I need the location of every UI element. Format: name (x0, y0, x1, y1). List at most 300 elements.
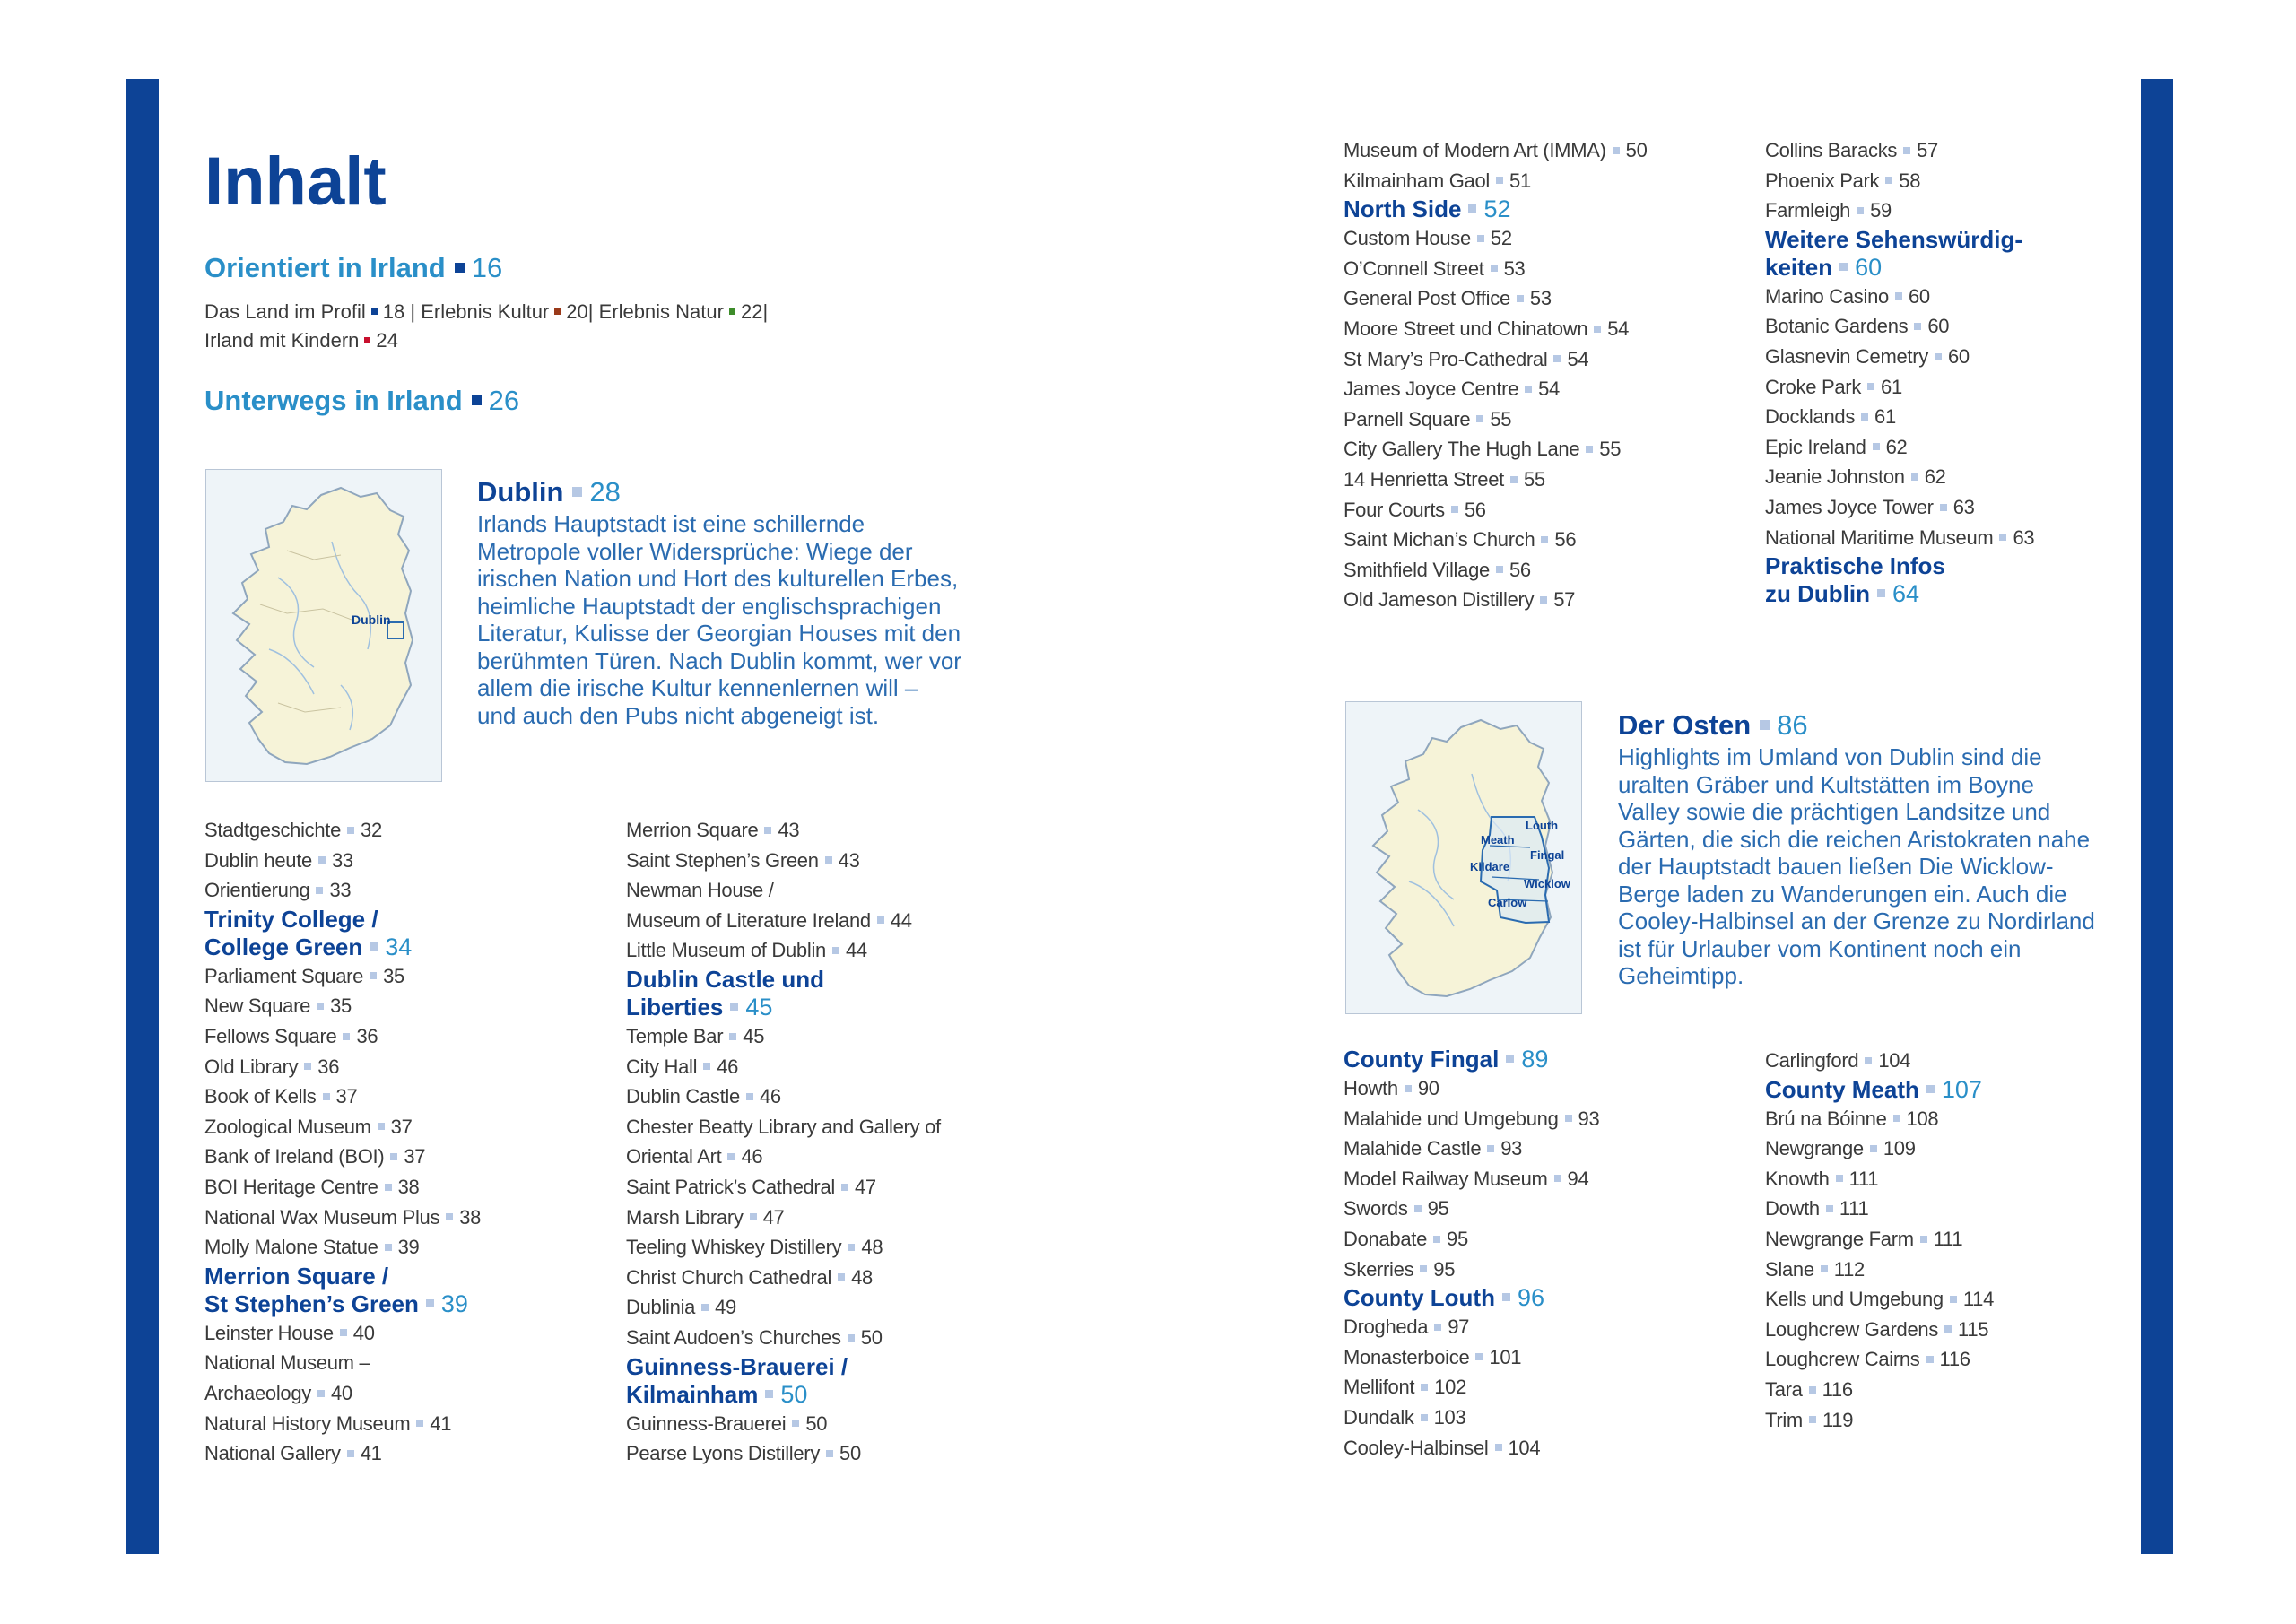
toc-entry-label: Book of Kells (204, 1085, 317, 1108)
toc-entry[interactable] (1765, 1164, 1994, 1194)
toc-entry-page: 90 (1417, 1077, 1439, 1099)
toc-entry-label: Phoenix Park (1765, 169, 1880, 192)
square-marker-icon (1420, 1265, 1427, 1272)
square-marker-icon (1760, 720, 1770, 730)
toc-entry[interactable] (204, 846, 481, 876)
toc-entry-page: 109 (1883, 1137, 1916, 1160)
square-marker-icon (1809, 1416, 1816, 1423)
toc-entry[interactable] (1344, 1133, 1599, 1164)
toc-entry-page: 111 (1839, 1197, 1869, 1220)
toc-entry-page: 104 (1878, 1049, 1911, 1072)
toc-entry[interactable] (1765, 523, 2034, 553)
toc-entry[interactable] (204, 875, 481, 906)
toc-entry-page: 60 (1908, 284, 1930, 308)
toc-entry[interactable] (1344, 254, 1648, 284)
toc-entry[interactable] (626, 1081, 941, 1112)
square-marker-icon (825, 856, 832, 864)
toc-entry[interactable] (1344, 495, 1648, 525)
square-marker-icon (318, 856, 326, 864)
toc-heading-continued[interactable] (626, 994, 941, 1021)
square-marker-icon (848, 1244, 855, 1251)
square-marker-icon (1809, 1386, 1816, 1394)
toc-entry-page: 37 (404, 1145, 426, 1168)
subitem-land-profil[interactable] (204, 300, 415, 323)
toc-entry[interactable] (1344, 404, 1648, 435)
toc-entry[interactable] (626, 846, 941, 876)
toc-entry-page: 51 (1509, 169, 1531, 192)
map-label-carlow: Carlow (1488, 896, 1527, 909)
toc-entry-label: Loughcrew Gardens (1765, 1317, 1939, 1341)
toc-entry[interactable] (626, 875, 941, 906)
osten-heading[interactable] (1618, 708, 2102, 742)
subitem-erlebnis-kultur[interactable] (421, 300, 593, 323)
toc-entry-page: 54 (1607, 317, 1630, 340)
toc-entry[interactable] (1765, 1375, 1994, 1405)
toc-entry-label: Skerries (1344, 1257, 1414, 1281)
square-marker-icon (1821, 1265, 1828, 1272)
toc-entry-label: Loughcrew Cairns (1765, 1348, 1920, 1371)
toc-entry-label: O’Connell Street (1344, 256, 1484, 280)
toc-entry[interactable] (204, 1172, 481, 1203)
toc-entry-label: Old Jameson Distillery (1344, 588, 1535, 612)
toc-heading-continued[interactable] (1765, 254, 2034, 282)
toc-entry[interactable] (1344, 344, 1648, 375)
toc-entry[interactable] (1765, 1194, 1994, 1224)
toc-entry-label: BOI Heritage Centre (204, 1175, 378, 1198)
toc-entry[interactable] (1344, 1312, 1599, 1342)
toc-heading-continued[interactable] (1765, 580, 2034, 608)
toc-entry[interactable] (1344, 525, 1648, 555)
toc-entry[interactable] (204, 1232, 481, 1263)
toc-heading-label: Trinity College / (204, 905, 378, 933)
toc-entry-label: Knowth (1765, 1167, 1830, 1190)
toc-entry[interactable] (1765, 1133, 1994, 1164)
square-marker-icon (316, 887, 323, 894)
toc-heading-label: Guinness-Brauerei / (626, 1352, 848, 1380)
toc-entry[interactable] (1765, 402, 2034, 432)
toc-entry-page: 111 (1933, 1227, 1963, 1250)
toc-entry-page: 32 (361, 819, 382, 841)
toc-entry-page: 46 (741, 1145, 763, 1168)
square-marker-icon (1613, 147, 1620, 154)
square-marker-icon (347, 1450, 354, 1457)
toc-heading-page: 60 (1855, 253, 1883, 281)
toc-entry-label: Jeanie Johnston (1765, 465, 1905, 489)
toc-entry-label: City Hall (626, 1055, 698, 1078)
toc-entry-label: Saint Michan’s Church (1344, 528, 1535, 551)
toc-entry-page: 56 (1464, 498, 1486, 521)
square-marker-icon (1857, 207, 1864, 214)
toc-entry-label: Model Railway Museum (1344, 1167, 1548, 1190)
toc-entry[interactable] (204, 1409, 481, 1439)
square-marker-icon (378, 1123, 385, 1130)
toc-entry-label: Saint Audoen’s Churches (626, 1325, 841, 1349)
toc-entry[interactable] (1344, 1073, 1599, 1104)
square-marker-icon (1487, 1145, 1494, 1152)
subitem-label: Irland mit Kindern (204, 329, 360, 352)
square-marker-icon (347, 827, 354, 834)
toc-entry[interactable] (204, 1081, 481, 1112)
toc-entry-label: Four Courts (1344, 498, 1445, 521)
toc-entry-label: Oriental Art (626, 1145, 722, 1168)
osten-description: Highlights im Umland von Dublin sind die uralten Gräber und Kultstätten im Boyne Valley sowie die prächtigen Landsitze und Gärten, die sich die reichen Aristokraten nahe der Hauptstadt bauen ließen Die Wicklow-Berge laden zu Wanderungen ein. Auch die Cooley-Halbinsel an der Grenze zu Nordirland ist für Urlauber vom Kontinent noch ein Geheimtipp. (1618, 743, 2095, 990)
square-marker-icon (1885, 177, 1892, 184)
toc-heading[interactable] (1344, 1284, 1599, 1312)
toc-entry[interactable] (1765, 492, 2034, 523)
toc-entry-label: Marino Casino (1765, 284, 1889, 308)
toc-entry-label: Orientierung (204, 879, 310, 902)
square-marker-icon (1877, 589, 1885, 597)
square-marker-icon (1911, 473, 1918, 481)
toc-entry[interactable] (626, 1021, 941, 1052)
square-marker-icon (1475, 1353, 1483, 1360)
toc-entry-page: 55 (1599, 438, 1622, 461)
toc-heading-page: 52 (1483, 195, 1511, 223)
toc-entry-page: 45 (743, 1024, 765, 1047)
toc-entry-page: 104 (1508, 1436, 1541, 1459)
toc-entry[interactable] (1344, 585, 1648, 615)
toc-entry[interactable] (626, 1203, 941, 1233)
toc-entry[interactable] (1765, 282, 2034, 312)
toc-entry[interactable] (1765, 1284, 1994, 1315)
toc-entry-label: Swords (1344, 1197, 1408, 1220)
toc-entry-page: 93 (1578, 1107, 1600, 1130)
square-marker-icon (390, 1153, 397, 1160)
square-marker-icon (371, 308, 378, 315)
toc-entry-page: 95 (1447, 1227, 1468, 1250)
toc-entry-label: Molly Malone Statue (204, 1236, 378, 1259)
section-unterwegs[interactable] (204, 384, 519, 417)
toc-entry[interactable] (1344, 465, 1648, 495)
toc-entry[interactable] (1344, 555, 1648, 586)
toc-entry-label: Kells und Umgebung (1765, 1288, 1944, 1311)
toc-entry[interactable] (1344, 374, 1648, 404)
square-marker-icon (1553, 355, 1561, 362)
square-marker-icon (848, 1334, 855, 1342)
square-marker-icon (1926, 1085, 1935, 1093)
toc-entry[interactable] (204, 1318, 481, 1349)
toc-heading-label: County Meath (1765, 1075, 1919, 1103)
toc-entry-page: 41 (430, 1411, 452, 1435)
square-marker-icon (370, 942, 378, 951)
toc-heading-page: 96 (1517, 1284, 1544, 1312)
subitem-irland-kinder[interactable] (204, 329, 398, 352)
toc-entry[interactable] (1344, 434, 1648, 465)
toc-entry[interactable] (1344, 1372, 1599, 1403)
toc-entry[interactable] (626, 1052, 941, 1082)
toc-heading-label: Merrion Square / (204, 1262, 389, 1290)
square-marker-icon (1826, 1205, 1833, 1212)
toc-entry[interactable] (204, 1203, 481, 1233)
toc-entry[interactable] (1344, 314, 1648, 344)
toc-entry[interactable] (204, 1021, 481, 1052)
square-marker-icon (317, 1390, 325, 1397)
toc-entry[interactable] (1765, 1344, 1994, 1375)
square-marker-icon (455, 263, 465, 273)
square-marker-icon (1510, 476, 1518, 483)
toc-entry[interactable] (204, 1142, 481, 1172)
osten-page: 86 (1777, 709, 1808, 741)
toc-entry[interactable] (626, 1112, 941, 1142)
square-marker-icon (1873, 443, 1880, 450)
toc-heading[interactable] (1765, 1076, 1994, 1104)
subitem-page: 18 | (382, 300, 416, 323)
toc-entry-page: 50 (1625, 139, 1648, 161)
square-marker-icon (1495, 1444, 1502, 1451)
toc-entry[interactable] (204, 1348, 481, 1378)
toc-entry-label: Parliament Square (204, 964, 364, 987)
toc-entry[interactable] (1765, 372, 2034, 403)
toc-entry[interactable] (1765, 1104, 1994, 1134)
right-edge-bar (2141, 79, 2173, 1554)
square-marker-icon (826, 1450, 833, 1457)
toc-heading[interactable] (1344, 195, 1648, 223)
toc-entry-label: Fellows Square (204, 1024, 337, 1047)
square-marker-icon (1914, 323, 1921, 330)
square-marker-icon (317, 1003, 324, 1010)
toc-entry[interactable] (1765, 1255, 1994, 1285)
dublin-page: 28 (589, 476, 621, 508)
toc-entry[interactable] (1765, 462, 2034, 492)
toc-entry-page: 63 (1952, 495, 1975, 518)
square-marker-icon (701, 1304, 709, 1311)
toc-entry[interactable] (1765, 311, 2034, 342)
toc-entry-label: Saint Stephen’s Green (626, 848, 819, 872)
osten-section (1618, 708, 2102, 990)
toc-heading-label: Liberties (626, 993, 724, 1020)
toc-entry-page: 46 (759, 1085, 781, 1108)
toc-entry-label: Mellifont (1344, 1376, 1415, 1399)
toc-entry-label: Farmleigh (1765, 199, 1851, 222)
square-marker-icon (1496, 177, 1503, 184)
toc-entry-page: 94 (1567, 1167, 1589, 1190)
subitem-page: 24 (376, 329, 398, 352)
toc-heading-page: 45 (745, 993, 773, 1020)
toc-entry-page: 50 (805, 1411, 828, 1435)
square-marker-icon (1554, 1175, 1561, 1182)
toc-entry[interactable] (1344, 1403, 1599, 1433)
toc-entry[interactable] (1344, 283, 1648, 314)
square-marker-icon (1405, 1085, 1412, 1092)
toc-entry[interactable] (204, 815, 481, 846)
square-marker-icon (1496, 566, 1503, 573)
toc-entry[interactable] (1344, 1433, 1599, 1463)
toc-entry-label: Museum of Modern Art (IMMA) (1344, 139, 1606, 161)
toc-entry-page: 35 (383, 964, 404, 987)
toc-entry-label: National Maritime Museum (1765, 525, 1994, 549)
toc-entry[interactable] (1765, 432, 2034, 463)
ireland-map-icon (206, 470, 441, 781)
toc-heading-page: 64 (1892, 580, 1920, 608)
toc-entry[interactable] (1344, 1224, 1599, 1255)
toc-entry-page: 33 (331, 848, 353, 872)
square-marker-icon (1421, 1414, 1428, 1421)
osten-list-col-1 (1344, 1046, 1599, 1463)
map-label-fingal: Fingal (1530, 848, 1565, 862)
square-marker-icon (1468, 204, 1476, 213)
page-title: Inhalt (204, 143, 387, 220)
square-marker-icon (1525, 386, 1532, 393)
toc-entry[interactable] (626, 1292, 941, 1323)
toc-entry-page: 54 (1538, 378, 1560, 401)
toc-entry-label: Newman House / (626, 879, 774, 902)
toc-heading-label: keiten (1765, 253, 1833, 281)
toc-entry-label: Chester Beatty Library and Gallery of (626, 1115, 941, 1138)
toc-entry-page: 47 (855, 1175, 876, 1198)
toc-entry-page: 46 (717, 1055, 739, 1078)
square-marker-icon (1944, 1325, 1952, 1333)
toc-entry[interactable] (626, 1172, 941, 1203)
toc-entry-page: 38 (397, 1175, 420, 1198)
toc-entry-page: 61 (1881, 375, 1902, 398)
toc-heading-continued[interactable] (626, 1381, 941, 1409)
toc-entry[interactable] (204, 1438, 481, 1469)
toc-entry-page: 40 (352, 1321, 375, 1344)
toc-entry-page: 53 (1503, 256, 1526, 280)
toc-entry-page: 48 (851, 1265, 873, 1289)
toc-entry-continued[interactable] (626, 906, 941, 936)
section-orientiert[interactable] (204, 251, 502, 284)
toc-entry[interactable] (1344, 1164, 1599, 1194)
toc-entry-page: 44 (890, 908, 912, 932)
toc-entry[interactable] (1765, 135, 2034, 166)
toc-entry[interactable] (626, 1438, 941, 1469)
toc-entry-label: Dowth (1765, 1197, 1820, 1220)
map-label-wicklow: Wicklow (1524, 877, 1570, 890)
square-marker-icon (385, 1244, 392, 1251)
toc-entry-page: 57 (1553, 588, 1576, 612)
toc-entry-label: James Joyce Centre (1344, 378, 1519, 401)
toc-entry-label: City Gallery The Hugh Lane (1344, 438, 1580, 461)
toc-entry-label: St Mary’s Pro-Cathedral (1344, 347, 1548, 370)
toc-entry-label: Teeling Whiskey Distillery (626, 1236, 842, 1259)
square-marker-icon (1920, 1236, 1927, 1243)
toc-entry[interactable] (626, 1323, 941, 1353)
toc-heading-continued[interactable] (204, 934, 481, 961)
toc-entry[interactable] (1344, 1194, 1599, 1224)
toc-entry-continued[interactable] (204, 1378, 481, 1409)
toc-entry[interactable] (626, 815, 941, 846)
toc-entry-page: 40 (331, 1381, 352, 1404)
toc-entry-label: Drogheda (1344, 1316, 1429, 1339)
square-marker-icon (1433, 1236, 1440, 1243)
toc-entry-label: Glasnevin Cemetry (1765, 344, 1928, 368)
square-marker-icon (323, 1093, 330, 1100)
section-orientiert-page: 16 (471, 252, 503, 283)
toc-heading[interactable] (1765, 226, 2034, 254)
toc-entry-page: 103 (1433, 1405, 1466, 1429)
toc-entry[interactable] (626, 1232, 941, 1263)
toc-entry-label: Howth (1344, 1077, 1398, 1099)
toc-entry[interactable] (1344, 166, 1648, 196)
subitem-label: Das Land im Profil (204, 300, 366, 323)
toc-entry[interactable] (1765, 166, 2034, 196)
subitem-page: 22| (740, 300, 769, 323)
subitem-label: Erlebnis Kultur (421, 300, 550, 323)
toc-entry-label: Christ Church Cathedral (626, 1265, 832, 1289)
toc-entry[interactable] (204, 1112, 481, 1142)
toc-entry[interactable] (204, 1052, 481, 1082)
osten-title: Der Osten (1618, 709, 1752, 741)
dublin-list-col-4 (1765, 135, 2034, 608)
toc-entry-page: 116 (1939, 1348, 1970, 1371)
square-marker-icon (416, 1420, 423, 1427)
toc-entry-page: 43 (838, 848, 860, 872)
square-marker-icon (703, 1063, 710, 1070)
toc-entry[interactable] (1344, 1104, 1599, 1134)
toc-entry-page: 54 (1567, 347, 1589, 370)
toc-entry[interactable] (626, 1263, 941, 1293)
toc-entry-page: 108 (1906, 1107, 1939, 1130)
toc-heading[interactable] (204, 906, 481, 934)
square-marker-icon (1491, 265, 1498, 272)
toc-entry-page: 37 (335, 1085, 358, 1108)
toc-entry[interactable] (1765, 1224, 1994, 1255)
toc-entry[interactable] (1344, 135, 1648, 166)
toc-entry-continued[interactable] (626, 1142, 941, 1172)
toc-entry[interactable] (1765, 1046, 1994, 1076)
dublin-title: Dublin (477, 476, 564, 508)
toc-entry-page: 33 (329, 879, 352, 902)
toc-heading[interactable] (1765, 552, 2034, 580)
subitem-label: Erlebnis Natur (598, 300, 724, 323)
square-marker-icon (729, 1033, 736, 1040)
square-marker-icon (426, 1299, 434, 1307)
toc-entry-label: Saint Patrick’s Cathedral (626, 1175, 835, 1198)
toc-heading[interactable] (626, 1353, 941, 1381)
toc-entry-label: Merrion Square (626, 819, 759, 841)
toc-entry-label: National Wax Museum Plus (204, 1205, 440, 1229)
toc-entry[interactable] (1344, 1255, 1599, 1285)
toc-entry-page: 39 (397, 1236, 420, 1259)
toc-entry[interactable] (1765, 1315, 1994, 1345)
toc-entry[interactable] (1344, 223, 1648, 254)
square-marker-icon (1865, 1057, 1872, 1064)
toc-heading[interactable] (626, 966, 941, 994)
toc-entry[interactable] (204, 991, 481, 1021)
square-marker-icon (727, 1153, 735, 1160)
toc-heading-label: zu Dublin (1765, 580, 1870, 608)
dublin-heading[interactable] (477, 475, 961, 508)
toc-entry-label: Slane (1765, 1257, 1814, 1281)
toc-entry-page: 59 (1870, 199, 1892, 222)
toc-entry-label: Docklands (1765, 405, 1856, 429)
toc-entry-label: Malahide und Umgebung (1344, 1107, 1559, 1130)
toc-entry-label: Bank of Ireland (BOI) (204, 1145, 385, 1168)
toc-entry[interactable] (1344, 1342, 1599, 1373)
osten-list-col-2 (1765, 1046, 1994, 1435)
toc-entry[interactable] (626, 935, 941, 966)
toc-entry[interactable] (1765, 1405, 1994, 1436)
toc-entry[interactable] (1765, 195, 2034, 226)
square-marker-icon (1434, 1324, 1441, 1331)
toc-entry[interactable] (1765, 342, 2034, 372)
toc-entry-label: New Square (204, 994, 311, 1018)
toc-heading-label: St Stephen’s Green (204, 1290, 419, 1317)
toc-entry-page: 58 (1899, 169, 1921, 192)
toc-heading[interactable] (204, 1263, 481, 1290)
toc-heading-continued[interactable] (204, 1290, 481, 1318)
toc-entry-label: Carlingford (1765, 1049, 1859, 1072)
toc-entry-page: 50 (839, 1442, 861, 1465)
subitem-erlebnis-natur[interactable] (599, 300, 769, 323)
toc-entry[interactable] (626, 1409, 941, 1439)
toc-entry[interactable] (204, 961, 481, 992)
toc-entry-label: Dublinia (626, 1296, 696, 1319)
toc-entry-page: 55 (1490, 407, 1512, 430)
toc-entry-page: 35 (330, 994, 352, 1018)
toc-heading[interactable] (1344, 1046, 1599, 1073)
